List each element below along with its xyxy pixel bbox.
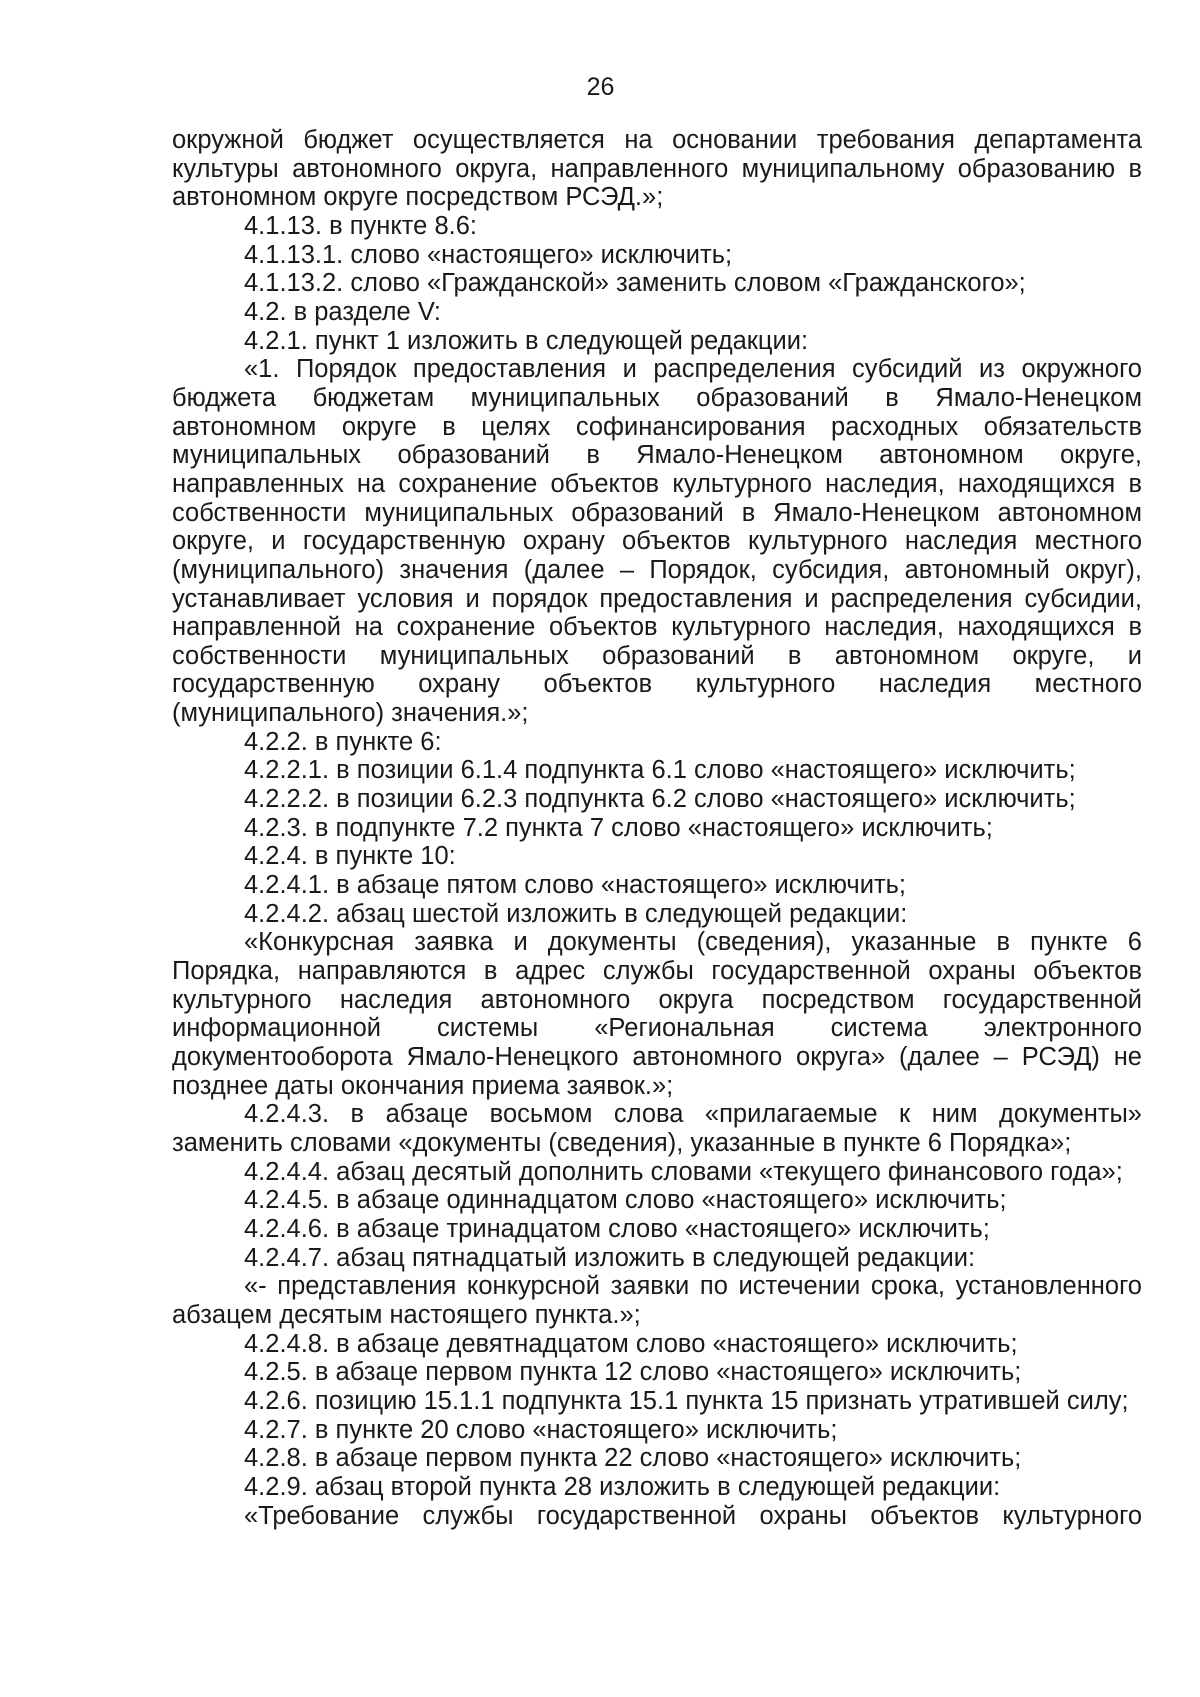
paragraph: 4.2.4.7. абзац пятнадцатый изложить в следующей редакции:: [244, 1243, 976, 1272]
paragraph: 4.2.5. в абзаце первом пункта 12 слово «настоящего» исключить;: [244, 1358, 1022, 1387]
paragraph: 4.2.2.2. в позиции 6.2.3 подпункта 6.2 слово «настоящего» исключить;: [244, 785, 1076, 814]
page-number: 26: [586, 73, 615, 101]
paragraph: «- представления конкурсной заявки по истечении срока, установленного абзацем десятым настоящего пункта.»;: [172, 1272, 1142, 1329]
paragraph: 4.2.4.3. в абзаце восьмом слова «прилагаемые к ним документы» заменить словами «документы (сведения), указанные в пункте 6 Порядка»;: [172, 1100, 1142, 1157]
paragraph: 4.2.4.2. абзац шестой изложить в следующей редакции:: [244, 899, 908, 928]
paragraph: 4.2.9. абзац второй пункта 28 изложить в следующей редакции:: [244, 1472, 1001, 1501]
paragraph: «1. Порядок предоставления и распределения субсидий из окружного бюджета бюджетам муниципальных образований в Ямало-Ненецком автономном округе в целях софинансирования расходных обязательств муниципальных образований в Ямало-Ненецком автономном округе, направленных на сохранение объектов культурного наследия, находящихся в собственности муниципальных образований в Ямало-Ненецком автономном округе, и государственную охрану объектов культурного наследия местного (муниципального) значения (далее – Порядок, субсидия, автономный округ), устанавливает условия и порядок предоставления и распределения субсидии, направленной на сохранение объектов культурного наследия, находящихся в собственности муниципальных образований в автономном округе, и государственную охрану объектов культурного наследия местного (муниципального) значения.»;: [172, 355, 1142, 728]
paragraph: 4.2.4.8. в абзаце девятнадцатом слово «настоящего» исключить;: [244, 1329, 1018, 1358]
paragraph: 4.2.4. в пункте 10:: [244, 842, 456, 871]
paragraph: 4.2.7. в пункте 20 слово «настоящего» исключить;: [244, 1415, 838, 1444]
paragraph: 4.2.4.1. в абзаце пятом слово «настоящего» исключить;: [244, 871, 907, 900]
paragraph: 4.2.3. в подпункте 7.2 пункта 7 слово «настоящего» исключить;: [244, 813, 993, 842]
paragraph: окружной бюджет осуществляется на основании требования департамента культуры автономного округа, направленного муниципальному образованию в автономном округе посредством РСЭД.»;: [172, 126, 1142, 212]
paragraph: 4.1.13.1. слово «настоящего» исключить;: [244, 240, 733, 269]
paragraph: «Требование службы государственной охраны объектов культурного: [244, 1501, 1142, 1530]
paragraph: 4.2.2. в пункте 6:: [244, 727, 442, 756]
paragraph: 4.2.4.5. в абзаце одиннадцатом слово «настоящего» исключить;: [244, 1186, 1007, 1215]
paragraph: 4.1.13.2. слово «Гражданской» заменить словом «Гражданского»;: [244, 269, 1026, 298]
paragraph: 4.2.2.1. в позиции 6.1.4 подпункта 6.1 слово «настоящего» исключить;: [244, 756, 1076, 785]
document-body: [172, 126, 1142, 1530]
paragraph: 4.2.4.6. в абзаце тринадцатом слово «настоящего» исключить;: [244, 1214, 990, 1243]
paragraph: 4.2.6. позицию 15.1.1 подпункта 15.1 пункта 15 признать утратившей силу;: [244, 1386, 1129, 1415]
paragraph: «Конкурсная заявка и документы (сведения), указанные в пункте 6 Порядка, направляются в адрес службы государственной охраны объектов культурного наследия автономного округа посредством государственной информационной системы «Региональная система электронного документооборота Ямало-Ненецкого автономного округа» (далее – РСЭД) не позднее даты окончания приема заявок.»;: [172, 928, 1142, 1100]
paragraph: 4.1.13. в пункте 8.6:: [244, 211, 477, 240]
paragraph: 4.2.8. в абзаце первом пункта 22 слово «настоящего» исключить;: [244, 1444, 1022, 1473]
paragraph: 4.2.1. пункт 1 изложить в следующей редакции:: [244, 326, 809, 355]
paragraph: 4.2.4.4. абзац десятый дополнить словами «текущего финансового года»;: [244, 1157, 1123, 1186]
paragraph: 4.2. в разделе V:: [244, 297, 441, 326]
